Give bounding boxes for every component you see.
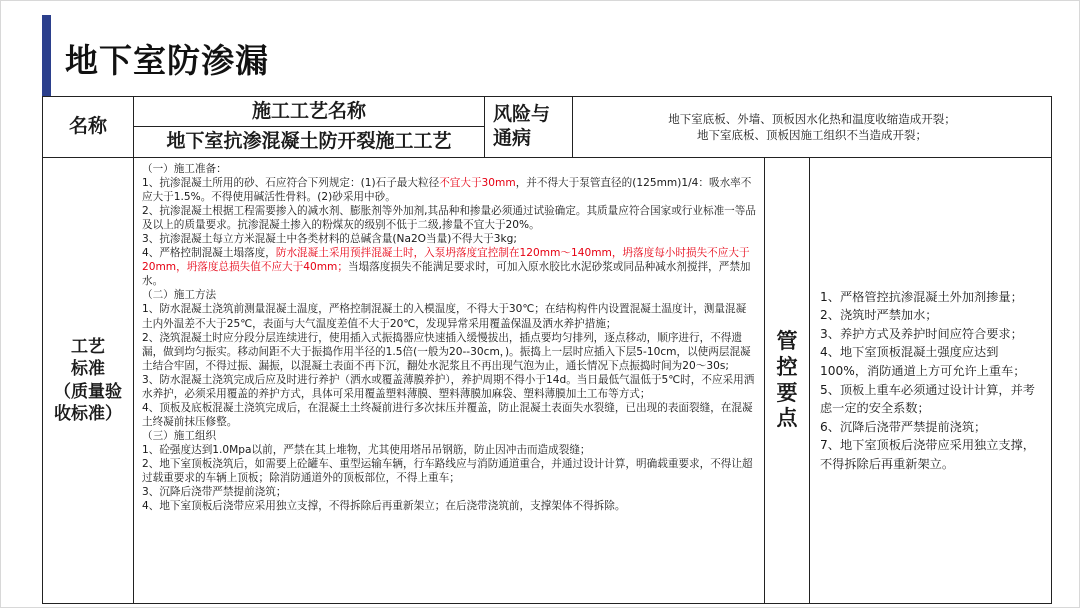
control-point: 5、顶板上重车必须通过设计计算，并考虑一定的安全系数；: [820, 382, 1035, 416]
risk-label: 风险与通病: [493, 103, 551, 149]
risk-content-cell: [572, 96, 1052, 158]
risk-line: 地下室底板、顶板因施工组织不当造成开裂；: [697, 128, 927, 142]
page-title: 地下室防渗漏: [65, 41, 269, 80]
standard-label-line: 工艺: [71, 337, 105, 358]
content-paragraph: 4、顶板及底板混凝土浇筑完成后，在混凝土土终凝前进行多次抹压并覆盖，防止混凝土表面失水裂缝，已出现的表面裂缝，在混凝土终凝前抹压修整。: [142, 401, 753, 428]
control-point: 6、沉降后浇带严禁提前浇筑；: [820, 419, 987, 434]
content-paragraph: 2、抗渗混凝土根据工程需要掺入的减水剂、膨胀剂等外加剂,其品种和掺量必须通过试验确定。其质量应符合国家或行业标准一等品及以上的质量要求。抗渗混凝土掺入的粉煤灰的级别不低于二级,掺量不宜大于20%。: [142, 205, 756, 232]
content-paragraph: 2、浇筑混凝土时应分段分层连续进行，使用插入式振捣器应快速插入缓慢拔出，插点要均匀排列，逐点移动，顺序进行，不得遗漏，做到均匀振实。移动间距不大于振捣作用半径的1.5倍(一般为20--30cm，)。振捣上一层时应插入下层5-10cm，以使两层混凝土结合牢固，不得过振、漏振，以混凝土表面不再下沉，翻处水泥浆且不再出现气泡为止，通长情况下点振捣时间为20～30s;: [142, 331, 751, 372]
content-paragraph: 4、地下室顶板后浇带应采用独立支撑，不得拆除后再重新架立；在后浇带浇筑前，支撑架体不得拆除。: [142, 500, 626, 513]
control-point: 7、地下室顶板后浇带应采用独立支撑，不得拆除后再重新架立。: [820, 438, 1035, 471]
section-heading: （三）施工组织: [142, 429, 217, 442]
control-point: 4、地下室顶板混凝土强度应达到100%，消防通道上方可允许上重车；: [820, 345, 1026, 378]
control-point: 2、浇筑时严禁加水；: [820, 308, 938, 323]
standard-label-line: （质量验: [54, 381, 122, 402]
risk-label-cell: [484, 96, 573, 158]
section-heading: （一）施工准备：: [142, 163, 227, 175]
control-point: 1、严格管控抗渗混凝土外加剂掺量；: [820, 289, 1023, 304]
content-paragraph: 3、防水混凝土浇筑完成后应及时进行养护（洒水或覆盖薄膜养护），养护周期不得小于14d。当日最低气温低于5℃时，不应采用洒水养护，必须采用覆盖的养护方式，具体可采用覆盖塑料薄膜、塑料薄膜加麻袋、塑料薄膜加土工布等方式；: [142, 373, 755, 400]
standard-content-cell: [133, 157, 765, 604]
craft-name-label-cell: [133, 96, 485, 127]
standard-label-line: 收标准）: [54, 403, 122, 424]
standard-label-line: 标准: [71, 359, 105, 380]
content-paragraph: 1、抗渗混凝土所用的砂、石应符合下列规定：(1)石子最大粒径不宜大于30mm，并不得大于泵管直径的(125mm)1/4：吸水率不应大于1.5%。不得使用碱活性骨料。(2)砂采用中砂。: [142, 177, 752, 204]
content-paragraph: 1、砼强度达到1.0Mpa以前，严禁在其上堆物，尤其使用塔吊吊钢筋，防止因冲击而造成裂缝；: [142, 443, 591, 456]
content-paragraph: 3、抗渗混凝土每立方米混凝土中各类材料的总碱含量(Na2O当量)不得大于3kg;: [142, 233, 517, 246]
risk-line: 地下室底板、外墙、顶板因水化热和温度收缩造成开裂；: [668, 111, 956, 126]
process-table: [42, 96, 1052, 604]
content-paragraph: 2、地下室顶板浇筑后，如需要上砼罐车、重型运输车辆，行车路线应与消防通道重合，并通过设计计算，明确载重要求，不得让超过载重要求的车辆上顶板；除消防通道外的顶板部位，不得上重车；: [142, 457, 753, 485]
control-point: 3、养护方式及养护时间应符合要求；: [820, 326, 1023, 341]
section-heading: （二）施工方法: [142, 289, 217, 302]
craft-name-label: 施工工艺名称: [251, 99, 366, 122]
highlight-text: 防水混凝土采用预拌混凝土时，入泵坍落度宜控制在120mm～140mm，坍落度每小时损失不应大于20mm，坍落度总损失值不应大于40mm；: [142, 247, 750, 274]
control-points-cell: [809, 157, 1052, 604]
control-label: 管控要点: [776, 329, 798, 431]
name-label: 名称: [68, 115, 107, 138]
standard-label-cell: [42, 157, 134, 604]
craft-name-value-cell: [133, 126, 485, 158]
content-paragraph: 4、严格控制混凝土塌落度，防水混凝土采用预拌混凝土时，入泵坍落度宜控制在120mm～140mm，坍落度每小时损失不应大于20mm，坍落度总损失值不应大于40mm；当塌落度损失不能满足要求时，可加入原水胶比水泥砂浆或同品种减水剂搅拌，严禁加水。: [142, 247, 751, 288]
control-label-cell: [764, 157, 810, 604]
highlight-text: 不宜大于30mm: [439, 177, 516, 190]
title-accent-bar: [42, 15, 51, 97]
content-paragraph: 3、沉降后浇带严禁提前浇筑；: [142, 486, 287, 499]
name-label-cell: [42, 96, 134, 158]
content-paragraph: 1、防水混凝土浇筑前测量混凝土温度，严格控制混凝土的入模温度，不得大于30℃；在结构构件内设置混凝土温度计，测量混凝土内外温差不大于25℃，表面与大气温度差值不大于20℃，发现异常采用覆盖保温及洒水养护措施；: [142, 303, 747, 330]
craft-name-value: 地下室抗渗混凝土防开裂施工工艺: [166, 130, 452, 153]
